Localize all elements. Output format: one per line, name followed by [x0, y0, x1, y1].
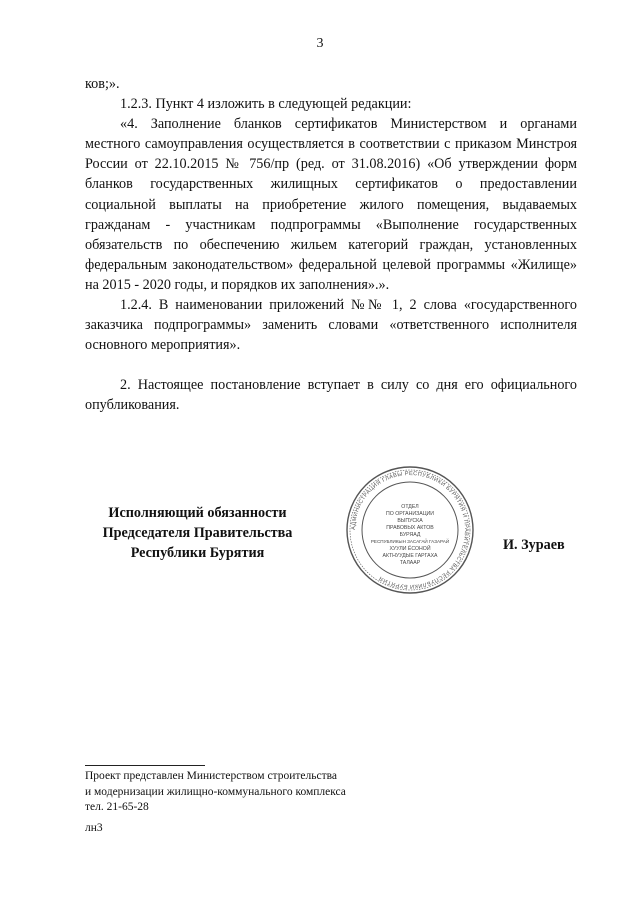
svg-text:АКТНУУДЫЕ ГАРГАХА: АКТНУУДЫЕ ГАРГАХА — [382, 553, 438, 559]
svg-text:ТАЛААР: ТАЛААР — [399, 560, 421, 566]
paragraph-point-4: «4. Заполнение бланков сертификатов Министерством и органами местного самоуправления осуществляется в соответствии с приказом Минстроя России от 22.10.2015 № 756/пр (ред. от 31.08.2016) «Об утверждении форм бланков государственных жилищных сертификатов о предоставлении социальной выплаты на приобретение жилого помещения, выдаваемых гражданам - участникам подпрограммы «Выполнение государственных обязательств по обеспечению жильем категорий граждан, установленных федеральным законодательством» федеральной целевой программы «Жилище» на 2015 - 2020 годы, и порядков их заполнения».». — [85, 116, 577, 293]
signature-title — [85, 503, 310, 563]
svg-text:ОТДЕЛ: ОТДЕЛ — [401, 504, 419, 510]
signature-title-line: Председателя Правительства — [102, 525, 293, 541]
stamp-ring-text: АДМИНИСТРАЦИЯ ГЛАВЫ РЕСПУБЛИКИ БУРЯТИЯ И ПРАВИТЕЛЬСТВА РЕСПУБЛИКИ БУРЯТИЯ — [350, 470, 470, 590]
footnote-line: Проект представлен Министерством строительства — [85, 770, 338, 782]
paragraph-1-2-3: 1.2.3. Пункт 4 изложить в следующей редакции: — [120, 96, 412, 113]
svg-text:ПО ОРГАНИЗАЦИИ: ПО ОРГАНИЗАЦИИ — [386, 511, 434, 517]
paragraph-1-2-4: 1.2.4. В наименовании приложений №№ 1, 2 слова «государственного заказчика подпрограммы» заменить словами «ответственного исполнителя основного мероприятия». — [85, 297, 577, 354]
document-body — [85, 74, 577, 416]
footnote-divider — [85, 765, 205, 766]
svg-text:ВЫПУСКА: ВЫПУСКА — [397, 518, 423, 524]
svg-text:ПРАВОВЫХ АКТОВ: ПРАВОВЫХ АКТОВ — [386, 525, 434, 531]
paragraph-2: 2. Настоящее постановление вступает в силу со дня его официального опубликования. — [85, 377, 577, 414]
stamp-center-text — [371, 504, 449, 566]
svg-text:БУРЯАД: БУРЯАД — [399, 532, 421, 538]
svg-text:ХУУЛИ ЁСОНОЙ: ХУУЛИ ЁСОНОЙ — [389, 546, 431, 552]
official-stamp — [326, 465, 494, 595]
signer-name: И. Зураев — [503, 537, 565, 553]
footnote-line: тел. 21-65-28 — [85, 801, 149, 813]
document-code: лн3 — [85, 822, 103, 834]
footnote-line: и модернизации жилищно-коммунального комплекса — [85, 785, 346, 798]
footnote — [85, 769, 346, 816]
signature-title-line: Республики Бурятия — [130, 545, 265, 561]
paragraph-continuation: ков;». — [85, 76, 120, 92]
signature-title-line: Исполняющий обязанности — [108, 505, 287, 521]
page-number: 3 — [316, 36, 324, 51]
svg-text:РЕСПУБЛИКЫН ЗАСАГАЙ ГАЗАРАЙ: РЕСПУБЛИКЫН ЗАСАГАЙ ГАЗАРАЙ — [370, 539, 450, 544]
